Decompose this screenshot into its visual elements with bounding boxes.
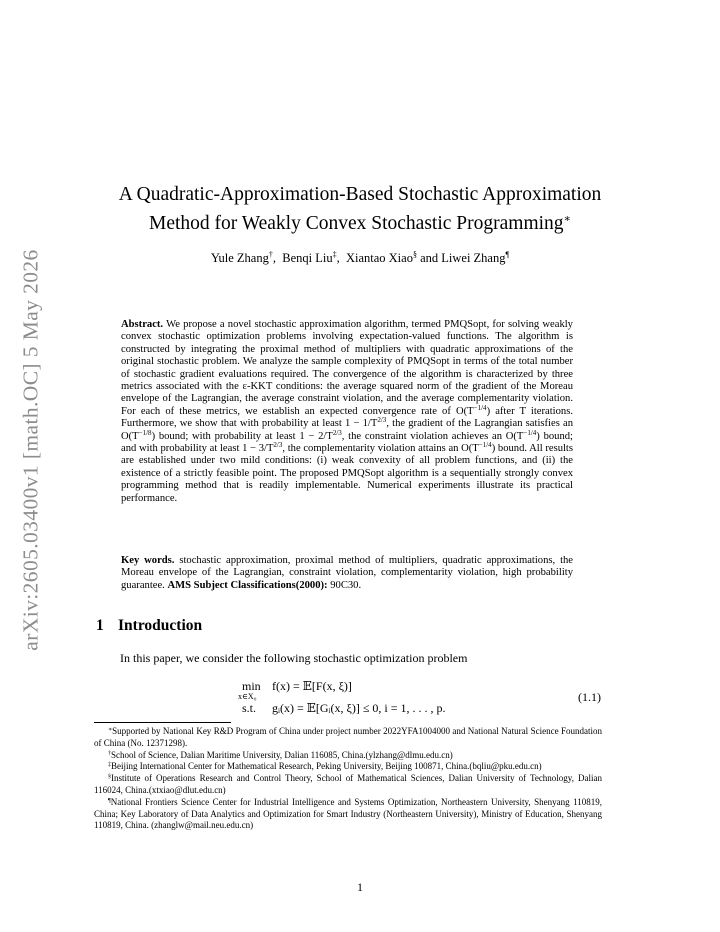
abstract-text: , the constraint violation achieves an O(T [341, 430, 524, 442]
equation-objective: f(x) = 𝔼[F(x, ξ)] [272, 679, 352, 693]
footnote-rule [94, 722, 231, 723]
abstract-text: ) bound; and with probability at least 1 − 3/T [121, 430, 573, 455]
section-number: 1 [96, 617, 104, 634]
author-footnote-mark[interactable]: † [268, 250, 273, 259]
footnote [94, 761, 602, 773]
abstract-exponent: −1/4 [478, 441, 492, 450]
section-heading [96, 617, 202, 635]
author-footnote-mark[interactable]: § [412, 250, 417, 259]
msc-code: 90C30. [330, 579, 362, 591]
keywords-text: stochastic approximation, proximal method of multipliers, quadratic approximations, the Moreau envelope of the Lagrangian, constraint violation, complementarity violation, high probability guarantee. [121, 555, 574, 591]
footnote [94, 797, 602, 832]
abstract-text: , the complementarity violation attains an O(T [282, 443, 479, 455]
footnote-mark: ‡ [108, 762, 111, 769]
equation-number: (1.1) [578, 690, 601, 704]
keywords [121, 555, 573, 592]
footnotes [94, 726, 602, 832]
footnote-text: Supported by National Key R&D Program of China under project number 2022YFA1004000 and National Natural Science Foundation of China (No. 12371298). [94, 726, 602, 748]
abstract-text: ) after T iterations. Furthermore, we show that with probability at least 1 − 1/T [121, 405, 573, 430]
footnote-text: National Frontiers Science Center for Industrial Intelligence and Systems Optimization, Northeastern University, Shenyang 110819, China; Key Laboratory of Data Analytics and Optimization for Smart Industry (Northeastern University), Ministry of Education, Shenyang 110819, China. (zhanglw@mail.neu.edu.cn) [94, 796, 602, 831]
author-footnote-mark[interactable]: ¶ [505, 250, 510, 259]
page-number: 1 [357, 880, 363, 894]
arxiv-sidebar-stamp [16, 245, 46, 655]
abstract-exponent: 2/3 [273, 441, 283, 450]
keywords-label: Key words. [121, 555, 175, 566]
paper-title [80, 182, 640, 236]
msc-label: AMS Subject Classifications(2000): [167, 579, 328, 591]
abstract-label: Abstract. [121, 319, 164, 330]
title-footnote-mark[interactable]: ∗ [563, 213, 572, 225]
author-name: Benqi Liu [282, 251, 333, 265]
equation-constraint: gᵢ(x) = 𝔼[Gᵢ(x, ξ)] ≤ 0, i = 1, . . . , p. [272, 701, 446, 715]
abstract-text: ) bound. All results are established under two mild conditions: (i) weak convexity of all problem functions, and (ii) the existence of a strictly feasible point. The proposed PMQSopt algorithm is a sequentially strongly convex programming method that is readily implementable. Numerical experiments illustrate its practical performance. [121, 443, 573, 504]
abstract-text: We propose a novel stochastic approximation algorithm, termed PMQSopt, for solving weakly convex stochastic optimization problems involving expectation-valued functions. The algorithm is constructed by integrating the proximal method of multipliers with quadratic approximations of the original stochastic problem. We analyze the sample complexity of PMQSopt in terms of the total number of stochastic gradient evaluations required. The convergence of the algorithm is characterized by three metrics associated with the ε-KKT conditions: the average squared norm of the gradient of the Moreau envelope of the Lagrangian, the average constraint violation, and the average complementarity violation. For each of these metrics, we establish an expected convergence rate of O(T [121, 319, 573, 417]
footnote-mark: § [108, 774, 111, 781]
equation-min-subscript: x∈X₀ [238, 692, 257, 701]
title-line-2: Method for Weakly Convex Stochastic Programming∗ [148, 213, 572, 234]
authors-connector: and [420, 251, 439, 265]
arxiv-identifier[interactable]: arXiv:2605.03400v1 [math.OC] 5 May 2026 [18, 249, 43, 651]
abstract-text: , the gradient of the Lagrangian satisfies an O(T [121, 418, 573, 442]
abstract-exponent: −1/4 [473, 403, 487, 412]
abstract-exponent: −1/8 [138, 428, 152, 437]
abstract [121, 319, 573, 505]
intro-paragraph: In this paper, we consider the following stochastic optimization problem [120, 651, 468, 665]
footnote [94, 750, 602, 762]
abstract-exponent: 2/3 [377, 416, 387, 425]
equation-min-operator: min [242, 679, 261, 693]
section-title: Introduction [118, 617, 203, 634]
author-footnote-mark[interactable]: ‡ [332, 250, 337, 259]
author-name: Liwei Zhang [441, 251, 506, 265]
abstract-exponent: −1/4 [523, 428, 537, 437]
footnote-text: School of Science, Dalian Maritime University, Dalian 116085, China.(ylzhang@dlmu.edu.cn) [111, 749, 453, 760]
abstract-exponent: 2/3 [332, 428, 342, 437]
footnote-text: Beijing International Center for Mathematical Research, Peking University, Beijing 100871, China.(bqliu@pku.edu.cn) [111, 761, 542, 772]
equation-subject-to: s.t. [242, 701, 257, 715]
footnote [94, 773, 602, 797]
footnote [94, 726, 602, 750]
author-list: Yule Zhang†, Benqi Liu‡, Xiantao Xiao§ and Liwei Zhang¶ [210, 250, 510, 265]
footnote-text: Institute of Operations Research and Control Theory, School of Mathematical Sciences, Dalian University of Technology, Dalian 116024, China.(xtxiao@dlut.edu.cn) [94, 773, 602, 795]
author-name: Yule Zhang [210, 251, 269, 265]
footnote-mark: ∗ [108, 727, 113, 733]
title-line-1: A Quadratic-Approximation-Based Stochastic Approximation [118, 184, 602, 205]
abstract-text: ) bound; with probability at least 1 − 2/T [151, 430, 333, 442]
footnote-mark: † [108, 750, 111, 757]
author-name: Xiantao Xiao [345, 251, 413, 265]
footnote-mark: ¶ [108, 797, 111, 804]
